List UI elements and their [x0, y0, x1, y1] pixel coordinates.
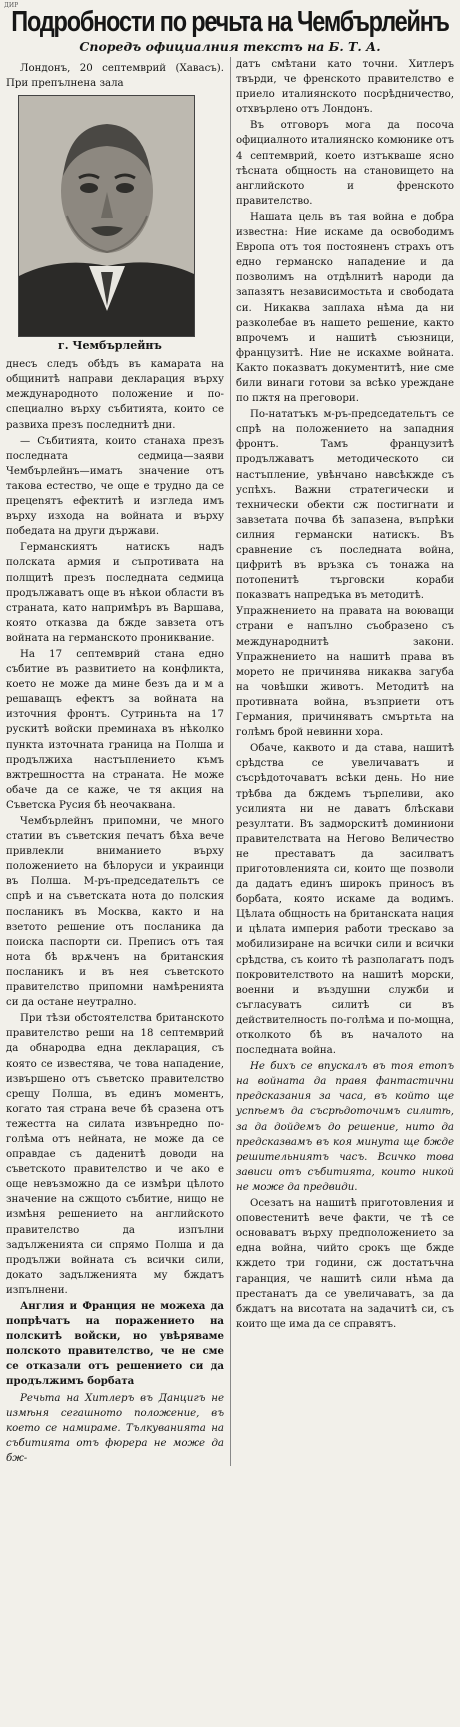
left-paragraph: Англия и Франция не можеха да попрѣчатъ на поражението на полскитѣ войски, но увѣряваме полското правителство, че не сме се отказали отъ решението си да продължимъ борбата	[6, 1300, 224, 1388]
portrait-caption: г. Чембърлейнъ	[58, 339, 162, 353]
portrait-photo	[18, 95, 195, 337]
left-paragraph: Речьта на Хитлеръ въ Данцигъ не измѣня сегашното положение, въ което се намираме. Тълкуванията на събитията отъ фюрера не може да бж-	[6, 1392, 224, 1464]
right-paragraph: Въ отговоръ мога да посоча официалното италиянско комюнике отъ 4 септемврий, което изтъкваше ясно тѣсната общность на становището на английското и френското правителство.	[236, 120, 454, 207]
left-column	[6, 57, 224, 1466]
left-paragraph: Германскиятъ натискъ надъ полската армия и съпротивата на полщитѣ презъ последната седмица продължаватъ още въ нѣкои области въ страната, като напримѣръ въ Варшава, която отказва да бжде завзета отъ войната на германското прониквание.	[6, 542, 224, 644]
portrait-figure	[18, 95, 193, 353]
right-paragraph: Осезатъ на нашитѣ приготовления и оповестенитѣ вече факти, че тѣ се основаватъ върху предположението за една война, чийто срокъ ще бжде кждето три години, сж достатъчна гаранция, че нашитѣ сили нѣма да престанатъ да се увеличаватъ, за да бждатъ на висотата на задачитѣ си, съ които ще има да се справятъ.	[236, 1198, 454, 1330]
left-paragraph: днесъ следъ обѣдъ въ камарата на общинитѣ направи декларация върху международното положение и по-специално върху събитията, които се развиха презъ последнитѣ дни.	[6, 359, 224, 431]
portrait-illustration	[19, 96, 194, 336]
right-paragraph: Не бихъ се впускалъ въ тоя етопъ на войната да правя фантастични предсказания за часа, въ който ще успѣемъ да съсрѣдоточимъ силитѣ, за да дойдемъ до решение, нито да предсказвамъ въ коя минута ще бжде решительниятъ часъ. Всичко това зависи отъ събитията, които никой не може да предвиди.	[236, 1061, 454, 1193]
page-mark: ДИР	[4, 2, 19, 9]
left-paragraph: При тѣзи обстоятелства британското правителство реши на 18 септемврий да обнародва една декларация, съ която се известява, че това нападение, извършено отъ съветско правителство срещу Полша, въ единъ моментъ, когато тая страна вече бѣ сразена отъ тежестта на силата извънредно по-голѣма отъ нейната, не може да се оправдае съ даденитѣ доводи на съветското правителство и че ако е още невъзможно да се измѣри цѣлото значение на сжщото събитие, нищо не измѣня решението на английското правителство да изпълни задълженията си спрямо Полша и да продължи войната съ всички сили, докато задълженията му бждатъ изпълнени.	[6, 1013, 224, 1296]
right-paragraph: Обаче, каквото и да става, нашитѣ срѣдства се увеличаватъ и съсрѣдоточаватъ всѣки день. Но ние трѣбва да бждемъ търпеливи, ако усилията ни не даватъ блѣскави резултати. Въ задморскитѣ доминиони правителствата на Негово Величество не преставатъ да засилватъ приготовленията си, които ще позволи да дадатъ единъ широкъ приносъ въ борбата, която искаме да водимъ. Цѣлата общность на британската нация и цѣлата империя работи трескаво за мобилизиране на всички сили и всички срѣдства, съ които тѣ разполагатъ подъ покровителството на нашитѣ морски, военни и въздушни служби и съгласуватъ силитѣ си въ действителность по-голѣма и по-мощна, отколкото бѣ въ началото на последната война.	[236, 743, 454, 1057]
article-columns	[6, 57, 454, 1466]
right-paragraphs	[236, 57, 454, 1332]
dateline-paragraph: Лондонъ, 20 септемврий (Хавасъ). При препълнена зала	[6, 63, 224, 90]
right-paragraph: Нашата цель въ тая война е добра известна: Ние искаме да освободимъ Европа отъ тоя постояненъ страхъ отъ едно германско нападение и да позволимъ на отдѣлнитѣ народи да запазятъ независимостьта и свободата си. Никаква заплаха нѣма да ни разколебае въ нашето решение, както впрочемъ и нашитѣ съюзници, французитѣ. Ние не искахме войната. Както показватъ документитѣ, ние сме били винаги готови за всѣкo уреждане по пжтя на преговори.	[236, 211, 454, 405]
left-paragraph: — Събитията, които станаха презъ последната седмица—заяви Чембърлейнъ—иматъ значение отъ такова естество, че още е трудно да се прецenятъ ефектитѣ и изгледа имъ върху изхода на войната и върху победата на други държави.	[6, 435, 224, 538]
right-paragraph: Упражнението на правата на воюващи страни е напълно съобразено съ международнитѣ закони. Упражнението на нашитѣ права въ морето не причинява никаква загуба на човѣшки животъ. Методитѣ на противната война, възприети отъ Германия, причиняватъ смъртьта на голѣмъ брой невинни хора.	[236, 606, 454, 739]
subhead: Споредъ официалния текстъ на Б. Т. А.	[79, 39, 381, 54]
right-column	[236, 57, 454, 1466]
right-paragraph: датъ смѣтани като точни. Хитлеръ твърди, че френското правителство е приело италиянското посрѣдничество, отхвърлено отъ Лондонъ.	[236, 59, 454, 116]
right-paragraph: По-нататъкъ м-ръ-председательтъ се спрѣ на положението на западния фронтъ. Тамъ французитѣ продължаватъ методическото си настъпление, увѣнчано навсѣкжде съ успѣхъ. Важни стратегически и технически обекти сж постигнати и завзетата почва бѣ запазена, въпрѣки силния германски натискъ. Въ сравнение съ последната война, цифритѣ въ връзка съ тонажа на потопенитѣ търговски кораби показватъ напредъка въ методитѣ.	[236, 409, 454, 602]
headline: Подробности по речьта на Чембърлейнъ	[11, 5, 449, 37]
left-paragraph: На 17 септемврий стана едно събитие въ развитието на конфликта, което не може да мине безъ да и м а решаващъ ефектъ за войната на източния фронтъ. Сутриньта на 17 рускитѣ войски преминаха въ нѣколко пункта източната граница на Полша и продължиха настъплението къмъ вжтрешността на страната. Не можe обаче да се каже, че тя акция на Съветска Русия бѣ неочаквана.	[6, 648, 224, 811]
column-rule	[230, 57, 231, 1466]
left-paragraph: Чембърлейнъ припомни, че много статии въ съветския печатъ бѣха вече привлекли вниманието върху положението на бѣлоруси и украинци въ Полша. М-ръ-председательтъ се спрѣ и на съветската нота до полския посланикъ въ Москва, както и на взетото решение отъ посланика да поиска паспорти си. Преписъ отъ тая нота бѣ врѫченъ на британския посланикъ и въ нея съветското правителство припомни намѣренията си да остане неутрално.	[6, 816, 224, 1009]
left-paragraphs	[6, 357, 224, 1466]
